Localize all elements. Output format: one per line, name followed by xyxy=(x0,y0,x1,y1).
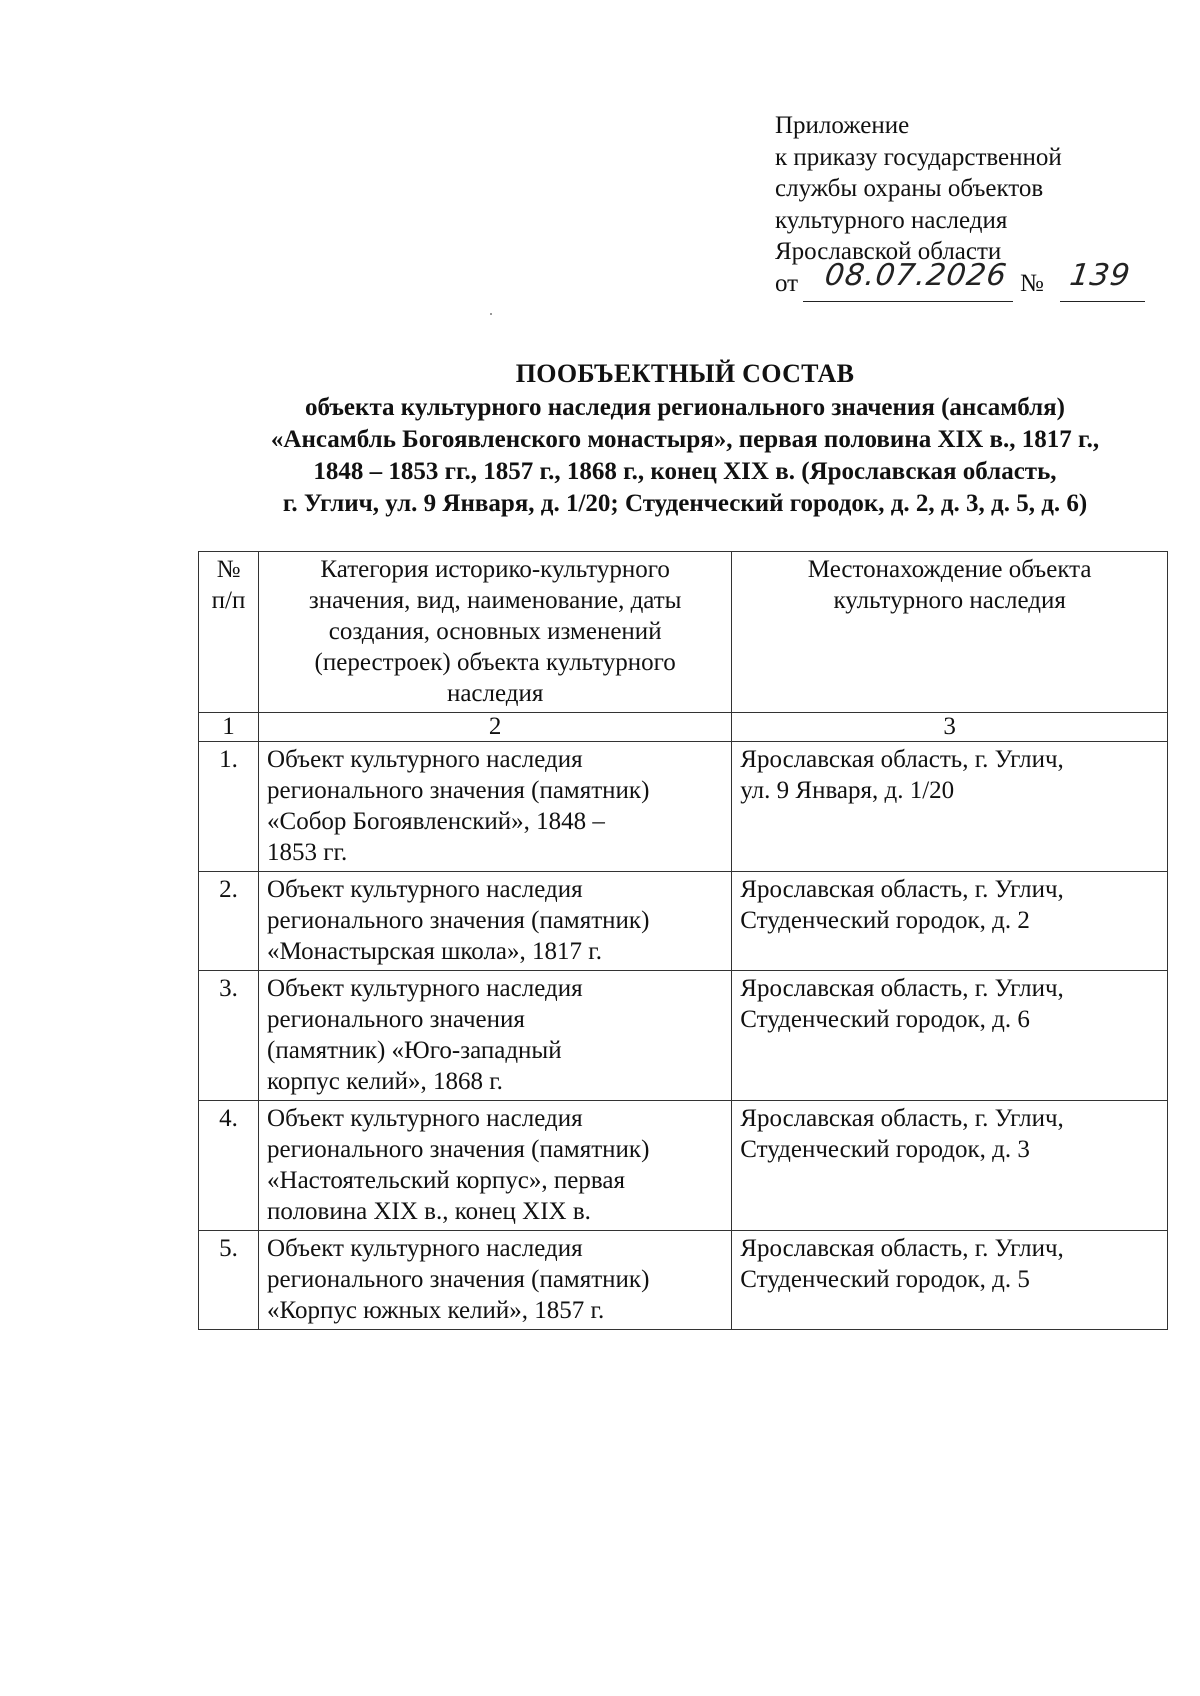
row-number: 4. xyxy=(199,1101,259,1231)
row-location: Ярославская область, г. Углич, ул. 9 Января, д. 1/20 xyxy=(732,742,1168,872)
column-number: 1 xyxy=(199,713,259,742)
row-category: Объект культурного наследия регионального значения (памятник) «Юго-западный корпус келий», 1868 г. xyxy=(259,971,732,1101)
row-location: Ярославская область, г. Углич, Студенческий городок, д. 5 xyxy=(732,1231,1168,1330)
row-number: 3. xyxy=(199,971,259,1101)
header-category: Категория историко-культурного значения, вид, наименование, даты создания, основных изменений (перестроек) объекта культурного наследия xyxy=(259,552,732,713)
appendix-block xyxy=(775,110,1155,302)
row-location: Ярославская область, г. Углич, Студенческий городок, д. 6 xyxy=(732,971,1168,1101)
row-category: Объект культурного наследия регионального значения (памятник) «Монастырская школа», 1817 г. xyxy=(259,872,732,971)
order-date-field xyxy=(803,257,1013,302)
appendix-line: службы охраны объектов xyxy=(775,175,1044,202)
document-subtitle-line: г. Углич, ул. 9 Января, д. 1/20; Студенческий городок, д. 2, д. 3, д. 5, д. 6) xyxy=(282,490,1088,517)
row-number: 5. xyxy=(199,1231,259,1330)
from-label: от xyxy=(775,269,799,297)
document-title: ПООБЪЕКТНЫЙ СОСТАВ xyxy=(515,359,855,388)
column-number-row xyxy=(199,713,1168,742)
row-number: 1. xyxy=(199,742,259,872)
row-category: Объект культурного наследия регионального значения (памятник) «Корпус южных келий», 1857 г. xyxy=(259,1231,732,1330)
document-title-block xyxy=(180,358,1190,520)
column-number: 2 xyxy=(259,713,732,742)
appendix-line: Ярославской области xyxy=(775,238,1002,265)
table-row xyxy=(199,1101,1168,1231)
scan-speck xyxy=(490,313,492,315)
order-date-handwritten: 08.07.2026 xyxy=(822,257,1010,293)
row-location: Ярославская область, г. Углич, Студенческий городок, д. 2 xyxy=(732,872,1168,971)
row-number: 2. xyxy=(199,872,259,971)
order-date-number-line xyxy=(775,257,1155,302)
header-number: № п/п xyxy=(199,552,259,713)
table-row xyxy=(199,1231,1168,1330)
row-category: Объект культурного наследия регионального значения (памятник) «Настоятельский корпус», первая половина XIX в., конец XIX в. xyxy=(259,1101,732,1231)
appendix-line: к приказу государственной xyxy=(775,143,1062,171)
row-category: Объект культурного наследия регионального значения (памятник) «Собор Богоявленский», 1848 – 1853 гг. xyxy=(259,742,732,872)
document-subtitle-line: объекта культурного наследия регионального значения (ансамбля) xyxy=(304,394,1066,421)
order-number-field xyxy=(1060,257,1145,302)
objects-table xyxy=(198,551,1168,1330)
table-row xyxy=(199,971,1168,1101)
document-subtitle-line: «Ансамбль Богоявленского монастыря», первая половина XIX в., 1817 г., xyxy=(270,426,1100,453)
header-location: Местонахождение объекта культурного наследия xyxy=(732,552,1168,713)
table-header-row xyxy=(199,552,1168,713)
table-row xyxy=(199,742,1168,872)
order-number-handwritten: 139 xyxy=(1067,257,1133,293)
number-label: № xyxy=(1020,269,1044,297)
appendix-line: культурного наследия xyxy=(775,206,1008,234)
column-number: 3 xyxy=(732,713,1168,742)
table-row xyxy=(199,872,1168,971)
document-subtitle-line: 1848 – 1853 гг., 1857 г., 1868 г., конец XIX в. (Ярославская область, xyxy=(313,458,1057,485)
row-location: Ярославская область, г. Углич, Студенческий городок, д. 3 xyxy=(732,1101,1168,1231)
appendix-line: Приложение xyxy=(775,112,910,139)
